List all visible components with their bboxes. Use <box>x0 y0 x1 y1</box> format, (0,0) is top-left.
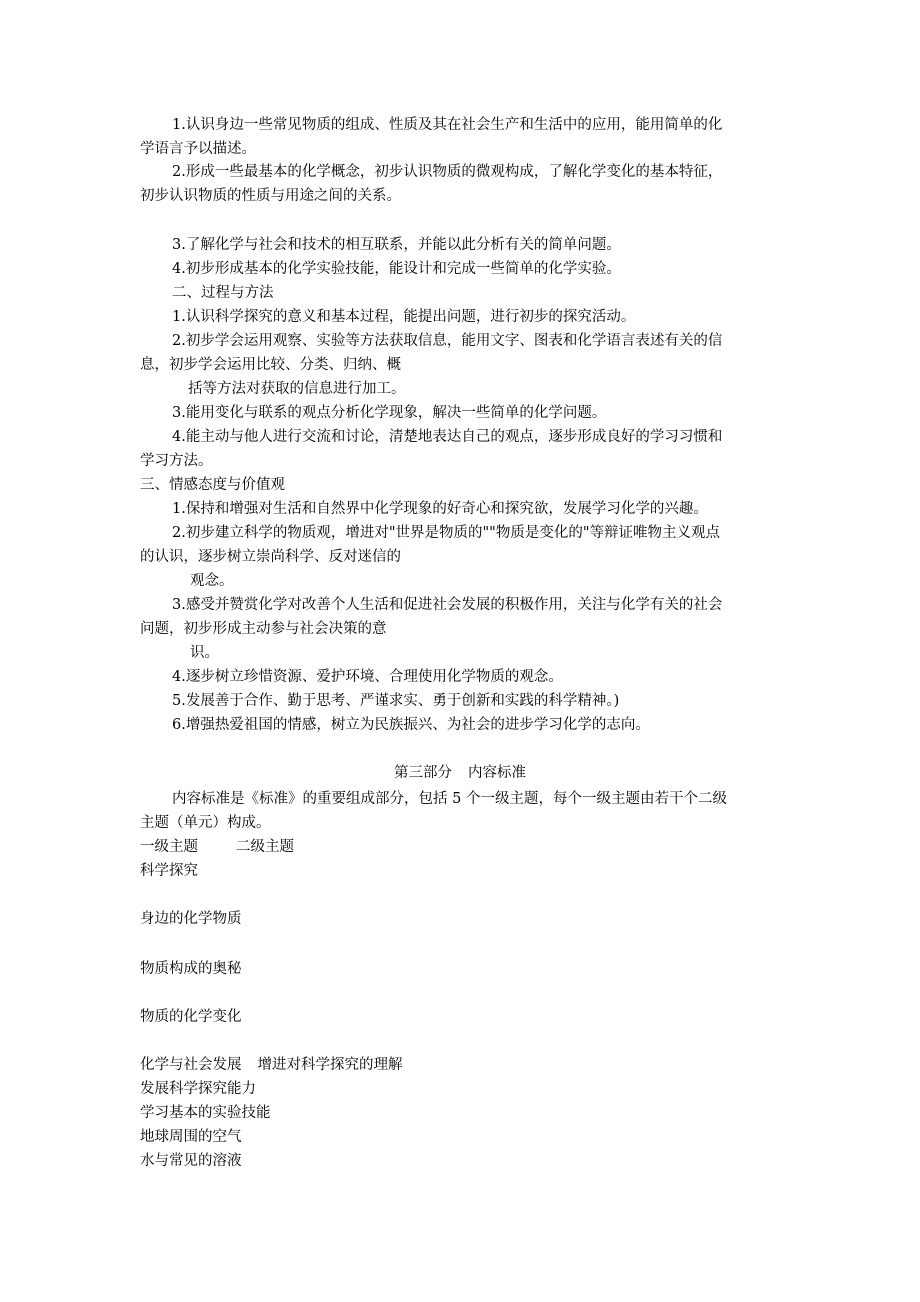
col2-header: 二级主题 <box>236 839 294 855</box>
text-line: 内容标准是《标准》的重要组成部分，包括 5 个一级主题，每个一级主题由若干个二级 <box>172 791 727 807</box>
text-line: 5.发展善于合作、勤于思考、严谨求实、勇于创新和实践的科学精神。) <box>172 693 620 709</box>
section-heading: 三、情感态度与价值观 <box>140 477 285 493</box>
text-line: 观念。 <box>190 573 234 589</box>
text-line: 6.增强热爱祖国的情感，树立为民族振兴、为社会的进步学习化学的志向。 <box>172 717 650 733</box>
text-line: 1.保持和增强对生活和自然界中化学现象的好奇心和探究欲，发展学习化学的兴趣。 <box>172 501 708 517</box>
topic-item: 身边的化学物质 <box>140 911 242 927</box>
subtopic-item: 学习基本的实验技能 <box>140 1105 271 1121</box>
text-line: 3.能用变化与联系的观点分析化学现象，解决一些简单的化学问题。 <box>172 405 607 421</box>
text-line: 3.了解化学与社会和技术的相互联系，并能以此分析有关的简单问题。 <box>172 237 621 253</box>
subtopic-item: 水与常见的溶液 <box>140 1153 242 1169</box>
topic-item: 物质构成的奥秘 <box>140 961 242 977</box>
table-header <box>0 835 920 859</box>
section-title <box>0 761 920 785</box>
text-line: 4.逐步树立珍惜资源、爱护环境、合理使用化学物质的观念。 <box>172 669 563 685</box>
col1-header: 一级主题 <box>140 839 198 855</box>
text-line: 息，初步学会运用比较、分类、归纳、概 <box>140 357 401 373</box>
subtopic-item: 增进对科学探究的理解 <box>257 1057 403 1073</box>
text-line: 2.初步学会运用观察、实验等方法获取信息，能用文字、图表和化学语言表述有关的信 <box>172 333 723 349</box>
text-line: 初步认识物质的性质与用途之间的关系。 <box>140 188 401 204</box>
topic-item: 物质的化学变化 <box>140 1009 242 1025</box>
text-line: 的认识，逐步树立崇尚科学、反对迷信的 <box>140 549 401 565</box>
text-line: 4.能主动与他人进行交流和讨论，清楚地表达自己的观点，逐步形成良好的学习习惯和 <box>172 429 723 445</box>
subtopic-item: 发展科学探究能力 <box>140 1081 256 1097</box>
subtopic-item: 地球周围的空气 <box>140 1129 242 1145</box>
text-line: 学习方法。 <box>140 453 213 469</box>
section-title-part: 第三部分 <box>394 765 452 781</box>
topic-item: 科学探究 <box>140 863 198 879</box>
section-heading: 二、过程与方法 <box>172 285 274 301</box>
text-line: 识。 <box>190 645 219 661</box>
text-line: 2.形成一些最基本的化学概念，初步认识物质的微观构成，了解化学变化的基本特征， <box>172 164 723 180</box>
text-line: 主题（单元）构成。 <box>140 815 271 831</box>
text-line: 括等方法对获取的信息进行加工。 <box>188 381 406 397</box>
text-line: 2.初步建立科学的物质观，增进对"世界是物质的""物质是变化的"等辩证唯物主义观点 <box>172 525 721 541</box>
text-line: 1.认识身边一些常见物质的组成、性质及其在社会生产和生活中的应用，能用简单的化 <box>172 117 723 133</box>
text-line: 3.感受并赞赏化学对改善个人生活和促进社会发展的积极作用，关注与化学有关的社会 <box>172 597 723 613</box>
topic-item: 化学与社会发展 <box>140 1057 242 1073</box>
text-line: 4.初步形成基本的化学实验技能，能设计和完成一些简单的化学实验。 <box>172 261 621 277</box>
text-line: 1.认识科学探究的意义和基本过程，能提出问题，进行初步的探究活动。 <box>172 309 636 325</box>
text-line: 问题，初步形成主动参与社会决策的意 <box>140 621 387 637</box>
section-title-name: 内容标准 <box>468 765 526 781</box>
topic-row <box>0 1053 920 1077</box>
text-line: 学语言予以描述。 <box>140 141 256 157</box>
